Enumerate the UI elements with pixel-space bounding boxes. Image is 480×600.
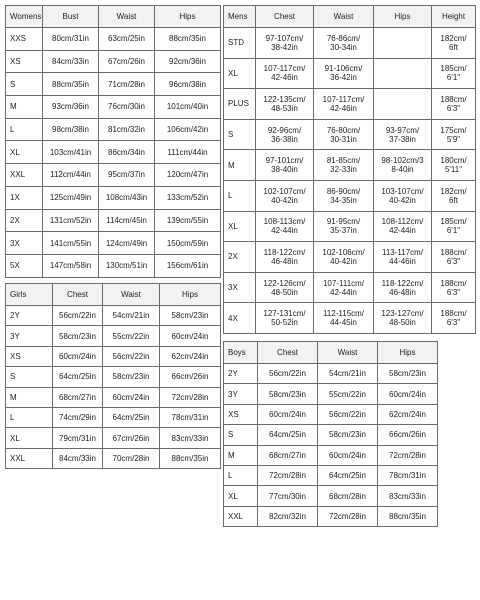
measurement-cell: 76cm/30in: [99, 96, 155, 119]
table-row: [6, 186, 221, 209]
column-header: Height: [432, 6, 476, 28]
measurement-cell: 84cm/33in: [53, 448, 103, 468]
measurement-cell: 71cm/28in: [99, 73, 155, 96]
table-row: [6, 407, 221, 427]
measurement-cell: 54cm/21in: [318, 364, 378, 384]
measurement-cell: 102-107cm/ 40-42in: [256, 180, 314, 211]
measurement-cell: 86cm/34in: [99, 141, 155, 164]
measurement-cell: 125cm/49in: [43, 186, 99, 209]
measurement-cell: 56cm/22in: [258, 364, 318, 384]
womens-size-table: [5, 5, 221, 278]
measurement-cell: 114cm/45in: [99, 209, 155, 232]
size-label: M: [224, 445, 258, 465]
table-row: [6, 367, 221, 387]
size-label: XXL: [6, 164, 43, 187]
measurement-cell: 58cm/23in: [258, 384, 318, 404]
measurement-cell: 88cm/35in: [160, 448, 221, 468]
table-row: [224, 465, 438, 485]
size-label: 4X: [224, 303, 256, 334]
size-label: 1X: [6, 186, 43, 209]
table-row: [224, 89, 476, 120]
column-header: Waist: [318, 342, 378, 364]
size-label: XXS: [6, 28, 43, 51]
size-label: 3X: [6, 232, 43, 255]
column-header: Hips: [378, 342, 438, 364]
size-label: S: [6, 73, 43, 96]
measurement-cell: 81-85cm/ 32-33in: [314, 150, 374, 181]
measurement-cell: 83cm/33in: [378, 486, 438, 506]
measurement-cell: 118-122cm/ 46-48in: [256, 242, 314, 273]
measurement-cell: 108-112cm/ 42-44in: [374, 211, 432, 242]
measurement-cell: 188cm/ 6'3": [432, 303, 476, 334]
measurement-cell: 64cm/25in: [53, 367, 103, 387]
measurement-cell: 88cm/35in: [155, 28, 221, 51]
size-label: 5X: [6, 254, 43, 277]
table-row: [224, 425, 438, 445]
table-row: [6, 50, 221, 73]
table-row: [224, 486, 438, 506]
measurement-cell: 79cm/31in: [53, 428, 103, 448]
size-label: XL: [6, 141, 43, 164]
size-label: S: [224, 425, 258, 445]
measurement-cell: 188cm/ 6'3": [432, 89, 476, 120]
measurement-cell: 55cm/22in: [103, 326, 160, 346]
measurement-cell: 77cm/30in: [258, 486, 318, 506]
measurement-cell: 58cm/23in: [160, 306, 221, 326]
measurement-cell: 108cm/43in: [99, 186, 155, 209]
column-header: Hips: [155, 6, 221, 28]
measurement-cell: 150cm/59in: [155, 232, 221, 255]
size-label: XL: [224, 486, 258, 506]
measurement-cell: 82cm/32in: [258, 506, 318, 526]
table-row: [224, 211, 476, 242]
size-label: M: [6, 96, 43, 119]
measurement-cell: 88cm/35in: [43, 73, 99, 96]
measurement-cell: 103-107cm/ 40-42in: [374, 180, 432, 211]
measurement-cell: 188cm/ 6'3": [432, 272, 476, 303]
measurement-cell: 112-115cm/ 44-45in: [314, 303, 374, 334]
column-header: Girls: [6, 284, 53, 306]
measurement-cell: 101cm/40in: [155, 96, 221, 119]
table-row: [6, 28, 221, 51]
measurement-cell: 76-80cm/ 30-31in: [314, 119, 374, 150]
size-label: S: [6, 367, 53, 387]
measurement-cell: 95cm/37in: [99, 164, 155, 187]
measurement-cell: 141cm/55in: [43, 232, 99, 255]
measurement-cell: 67cm/26in: [103, 428, 160, 448]
header-row: [224, 342, 438, 364]
table-row: [224, 58, 476, 89]
measurement-cell: 113-117cm/ 44-46in: [374, 242, 432, 273]
measurement-cell: 76-86cm/ 30-34in: [314, 28, 374, 59]
size-label: XL: [6, 428, 53, 448]
measurement-cell: 98-102cm/3 8-40in: [374, 150, 432, 181]
table-row: [6, 428, 221, 448]
header-row: [6, 6, 221, 28]
measurement-cell: 130cm/51in: [99, 254, 155, 277]
size-label: PLUS: [224, 89, 256, 120]
measurement-cell: 83cm/33in: [160, 428, 221, 448]
table-row: [224, 180, 476, 211]
measurement-cell: 124cm/49in: [99, 232, 155, 255]
size-label: L: [6, 118, 43, 141]
measurement-cell: 60cm/24in: [258, 404, 318, 424]
measurement-cell: 58cm/23in: [318, 425, 378, 445]
column-header: Boys: [224, 342, 258, 364]
column-header: Bust: [43, 6, 99, 28]
measurement-cell: 54cm/21in: [103, 306, 160, 326]
measurement-cell: 72cm/28in: [258, 465, 318, 485]
table-row: [6, 306, 221, 326]
measurement-cell: 56cm/22in: [318, 404, 378, 424]
measurement-cell: 185cm/ 6'1": [432, 58, 476, 89]
table-row: [224, 28, 476, 59]
mens-size-table: [223, 5, 476, 334]
size-label: XS: [6, 346, 53, 366]
measurement-cell: 185cm/ 6'1": [432, 211, 476, 242]
measurement-cell: 63cm/25in: [99, 28, 155, 51]
measurement-cell: 118-122cm/ 46-48in: [374, 272, 432, 303]
measurement-cell: 108-113cm/ 42-44in: [256, 211, 314, 242]
column-header: Hips: [374, 6, 432, 28]
measurement-cell: 175cm/ 5'9": [432, 119, 476, 150]
measurement-cell: 180cm/ 5'11": [432, 150, 476, 181]
measurement-cell: 131cm/52in: [43, 209, 99, 232]
girls-size-table: [5, 283, 221, 469]
table-row: [6, 326, 221, 346]
column-header: Womens: [6, 6, 43, 28]
size-label: 3X: [224, 272, 256, 303]
table-row: [6, 96, 221, 119]
size-label: STD: [224, 28, 256, 59]
table-row: [224, 303, 476, 334]
column-header: Waist: [314, 6, 374, 28]
measurement-cell: 91-106cm/ 36-42in: [314, 58, 374, 89]
measurement-cell: 60cm/24in: [53, 346, 103, 366]
table-row: [6, 118, 221, 141]
table-row: [224, 404, 438, 424]
measurement-cell: 188cm/ 6'3": [432, 242, 476, 273]
table-row: [6, 73, 221, 96]
measurement-cell: 72cm/28in: [160, 387, 221, 407]
measurement-cell: 106cm/42in: [155, 118, 221, 141]
measurement-cell: 62cm/24in: [378, 404, 438, 424]
size-label: XXL: [224, 506, 258, 526]
measurement-cell: 122-135cm/ 48-53in: [256, 89, 314, 120]
size-label: M: [224, 150, 256, 181]
table-row: [224, 384, 438, 404]
measurement-cell: 58cm/23in: [103, 367, 160, 387]
table-row: [6, 164, 221, 187]
size-label: L: [6, 407, 53, 427]
header-row: [6, 284, 221, 306]
measurement-cell: 60cm/24in: [103, 387, 160, 407]
measurement-cell: 62cm/24in: [160, 346, 221, 366]
measurement-cell: 60cm/24in: [378, 384, 438, 404]
measurement-cell: 147cm/58in: [43, 254, 99, 277]
size-label: XS: [6, 50, 43, 73]
measurement-cell: 133cm/52in: [155, 186, 221, 209]
column-header: Waist: [103, 284, 160, 306]
measurement-cell: 68cm/27in: [53, 387, 103, 407]
measurement-cell: 60cm/24in: [318, 445, 378, 465]
measurement-cell: 182cm/ 6ft: [432, 28, 476, 59]
measurement-cell: 66cm/26in: [378, 425, 438, 445]
column-header: Chest: [258, 342, 318, 364]
measurement-cell: 97-101cm/ 38-40in: [256, 150, 314, 181]
measurement-cell: 127-131cm/ 50-52in: [256, 303, 314, 334]
table-row: [6, 346, 221, 366]
size-label: XS: [224, 404, 258, 424]
measurement-cell: 92-96cm/ 36-38in: [256, 119, 314, 150]
size-label: L: [224, 180, 256, 211]
header-row: [224, 6, 476, 28]
measurement-cell: 96cm/38in: [155, 73, 221, 96]
measurement-cell: 80cm/31in: [43, 28, 99, 51]
measurement-cell: 64cm/25in: [258, 425, 318, 445]
measurement-cell: 139cm/55in: [155, 209, 221, 232]
table-row: [6, 141, 221, 164]
measurement-cell: 88cm/35in: [378, 506, 438, 526]
measurement-cell: 64cm/25in: [103, 407, 160, 427]
measurement-cell: 93-97cm/ 37-38in: [374, 119, 432, 150]
measurement-cell: 120cm/47in: [155, 164, 221, 187]
table-row: [6, 254, 221, 277]
column-header: Waist: [99, 6, 155, 28]
measurement-cell: 86-90cm/ 34-35in: [314, 180, 374, 211]
size-label: S: [224, 119, 256, 150]
measurement-cell: 56cm/22in: [103, 346, 160, 366]
measurement-cell: 72cm/28in: [318, 506, 378, 526]
column-header: Chest: [53, 284, 103, 306]
measurement-cell: 70cm/28in: [103, 448, 160, 468]
measurement-cell: [374, 58, 432, 89]
boys-size-table: [223, 341, 438, 527]
table-row: [224, 445, 438, 465]
measurement-cell: 107-117cm/ 42-46in: [314, 89, 374, 120]
measurement-cell: 111cm/44in: [155, 141, 221, 164]
size-label: L: [224, 465, 258, 485]
table-row: [6, 209, 221, 232]
table-row: [224, 272, 476, 303]
measurement-cell: 91-95cm/ 35-37in: [314, 211, 374, 242]
measurement-cell: 64cm/25in: [318, 465, 378, 485]
measurement-cell: 66cm/26in: [160, 367, 221, 387]
column-header: Hips: [160, 284, 221, 306]
measurement-cell: 92cm/36in: [155, 50, 221, 73]
measurement-cell: 68cm/27in: [258, 445, 318, 465]
table-row: [224, 506, 438, 526]
size-label: M: [6, 387, 53, 407]
measurement-cell: 58cm/23in: [378, 364, 438, 384]
measurement-cell: 60cm/24in: [160, 326, 221, 346]
measurement-cell: 97-107cm/ 38-42in: [256, 28, 314, 59]
size-label: 3Y: [6, 326, 53, 346]
measurement-cell: 93cm/36in: [43, 96, 99, 119]
measurement-cell: 72cm/28in: [378, 445, 438, 465]
table-row: [224, 119, 476, 150]
table-row: [6, 448, 221, 468]
measurement-cell: [374, 28, 432, 59]
measurement-cell: 58cm/23in: [53, 326, 103, 346]
measurement-cell: 74cm/29in: [53, 407, 103, 427]
size-label: XL: [224, 211, 256, 242]
column-header: Chest: [256, 6, 314, 28]
table-row: [224, 242, 476, 273]
measurement-cell: 55cm/22in: [318, 384, 378, 404]
measurement-cell: 81cm/32in: [99, 118, 155, 141]
measurement-cell: 67cm/26in: [99, 50, 155, 73]
measurement-cell: 156cm/61in: [155, 254, 221, 277]
measurement-cell: 102-106cm/ 40-42in: [314, 242, 374, 273]
measurement-cell: 107-117cm/ 42-46in: [256, 58, 314, 89]
size-label: 2X: [224, 242, 256, 273]
measurement-cell: 107-111cm/ 42-44in: [314, 272, 374, 303]
table-row: [6, 232, 221, 255]
measurement-cell: 78cm/31in: [160, 407, 221, 427]
measurement-cell: 98cm/38in: [43, 118, 99, 141]
measurement-cell: 68cm/28in: [318, 486, 378, 506]
column-header: Mens: [224, 6, 256, 28]
table-row: [224, 364, 438, 384]
size-label: 2Y: [224, 364, 258, 384]
table-row: [224, 150, 476, 181]
size-label: 2Y: [6, 306, 53, 326]
measurement-cell: 84cm/33in: [43, 50, 99, 73]
measurement-cell: 78cm/31in: [378, 465, 438, 485]
measurement-cell: 112cm/44in: [43, 164, 99, 187]
table-row: [6, 387, 221, 407]
measurement-cell: 123-127cm/ 48-50in: [374, 303, 432, 334]
measurement-cell: 56cm/22in: [53, 306, 103, 326]
measurement-cell: [374, 89, 432, 120]
measurement-cell: 103cm/41in: [43, 141, 99, 164]
measurement-cell: 182cm/ 6ft: [432, 180, 476, 211]
size-label: 3Y: [224, 384, 258, 404]
size-label: 2X: [6, 209, 43, 232]
measurement-cell: 122-126cm/ 48-50in: [256, 272, 314, 303]
size-label: XXL: [6, 448, 53, 468]
size-label: XL: [224, 58, 256, 89]
